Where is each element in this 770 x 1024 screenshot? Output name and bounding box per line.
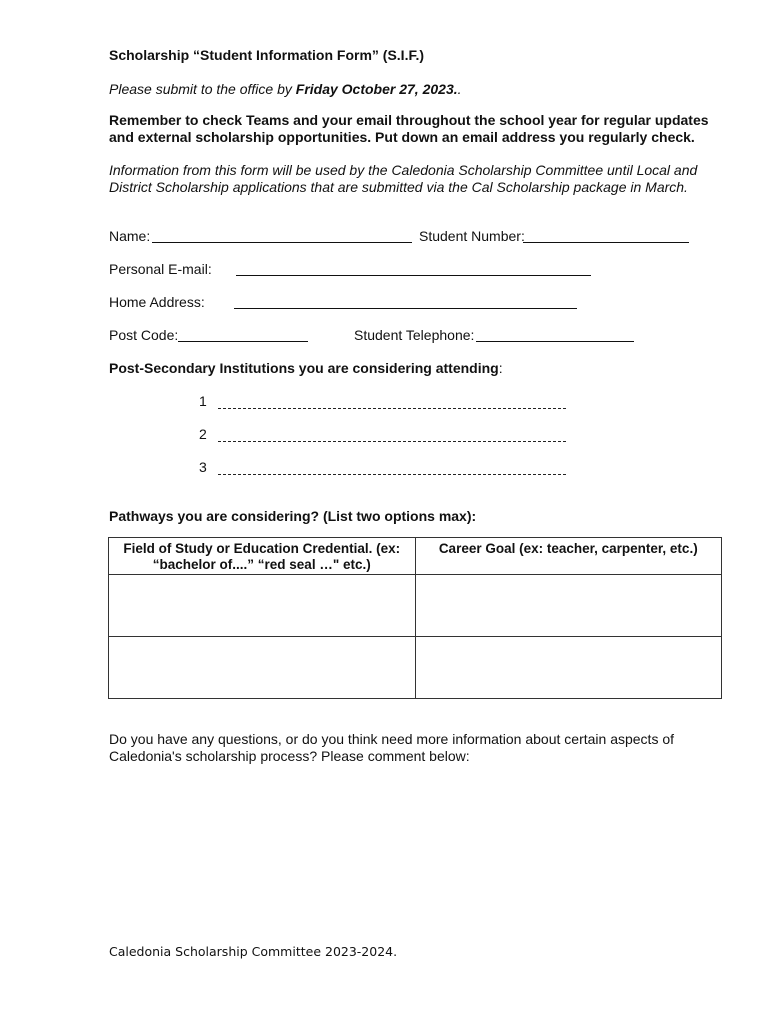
- table-header-row: [109, 538, 722, 575]
- institutions-heading-text: Post-Secondary Institutions you are considering attending: [109, 360, 499, 376]
- form-title: Scholarship “Student Information Form” (S.I.F.): [109, 47, 425, 63]
- institution-2-field[interactable]: [218, 423, 566, 442]
- institution-number: 1: [199, 393, 207, 409]
- field-of-study-header: [109, 538, 416, 575]
- student-number-label: Student Number:: [419, 228, 525, 244]
- telephone-label: Student Telephone:: [354, 327, 475, 343]
- postcode-field[interactable]: [178, 323, 308, 342]
- pathways-table: [108, 537, 722, 699]
- table-cell: [415, 575, 722, 637]
- institution-3-field[interactable]: [218, 456, 566, 475]
- field-of-study-header-line1: Field of Study or Education Credential. (ex:: [123, 541, 401, 556]
- address-field[interactable]: [234, 290, 577, 309]
- institutions-heading: [109, 360, 503, 376]
- questions-text: Do you have any questions, or do you think need more information about certain aspects of Caledonia's scholarship process? Please comment below:: [109, 731, 675, 764]
- name-field[interactable]: [152, 224, 412, 243]
- career-goal-header: Career Goal (ex: teacher, carpenter, etc.): [415, 538, 722, 575]
- pathway-1-career-goal-input[interactable]: [416, 574, 722, 635]
- reminder-text: Remember to check Teams and your email throughout the school year for regular updates and external scholarship opportunities. Put down an email address you regularly check.: [109, 112, 709, 145]
- submit-suffix: .: [457, 81, 462, 97]
- footer-text: Caledonia Scholarship Committee 2023-2024.: [109, 944, 398, 959]
- institution-number: 2: [199, 426, 207, 442]
- pathway-2-career-goal-input[interactable]: [416, 636, 722, 697]
- address-label: Home Address:: [109, 294, 205, 310]
- table-row: [109, 575, 722, 637]
- email-label: Personal E-mail:: [109, 261, 212, 277]
- table-cell: [415, 637, 722, 699]
- pathway-1-field-of-study-input[interactable]: [109, 574, 415, 635]
- student-number-field[interactable]: [523, 224, 689, 243]
- info-text: Information from this form will be used by the Caledonia Scholarship Committee until Local and District Scholarship applications that are submitted via the Cal Scholarship package in March.: [109, 162, 698, 195]
- name-label: Name:: [109, 228, 151, 244]
- submit-date: Friday October 27, 2023.: [295, 81, 458, 97]
- table-cell: [109, 637, 416, 699]
- email-field[interactable]: [236, 257, 591, 276]
- institution-number: 3: [199, 459, 207, 475]
- telephone-field[interactable]: [476, 323, 634, 342]
- pathway-2-field-of-study-input[interactable]: [109, 636, 415, 697]
- pathways-heading: Pathways you are considering? (List two options max):: [109, 508, 477, 524]
- comments-input[interactable]: [109, 772, 725, 926]
- table-cell: [109, 575, 416, 637]
- table-row: [109, 637, 722, 699]
- field-of-study-header-line2: “bachelor of....” “red seal …" etc.): [152, 557, 371, 572]
- postcode-label: Post Code:: [109, 327, 179, 343]
- institution-1-field[interactable]: [218, 390, 566, 409]
- submit-instructions: [109, 81, 462, 97]
- institutions-heading-colon: :: [498, 360, 503, 376]
- submit-prefix: Please submit to the office by: [109, 81, 296, 97]
